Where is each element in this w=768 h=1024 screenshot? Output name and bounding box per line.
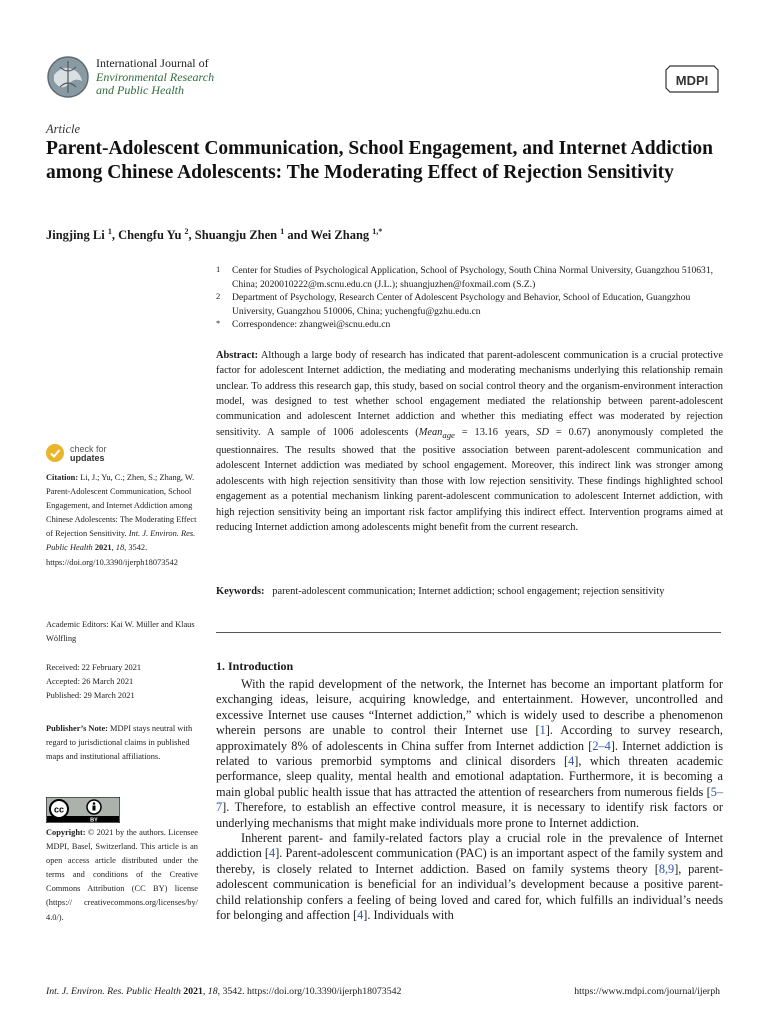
journal-name-line1: International Journal of xyxy=(96,56,209,70)
reference-link[interactable]: 2–4 xyxy=(592,738,611,753)
academic-editors: Academic Editors: Kai W. Müller and Klaus Wölfling xyxy=(46,620,195,644)
citation-volume: , 18 xyxy=(111,543,125,553)
reference-link[interactable]: 8,9 xyxy=(658,861,675,876)
mdpi-logo-text: MDPI xyxy=(675,73,709,88)
affiliations xyxy=(216,264,726,332)
published-date: Published: 29 March 2021 xyxy=(46,691,135,701)
publisher-note-label: Publisher’s Note: xyxy=(46,724,108,733)
sd-label: SD xyxy=(536,426,549,438)
abstract xyxy=(216,348,723,535)
author-name[interactable]: Chengfu Yu xyxy=(118,228,182,243)
citation-doi[interactable]: , 3542. https://doi.org/10.3390/ijerph18073542 xyxy=(46,543,178,567)
affiliation-text: Department of Psychology, Research Center of Adolescent Psychology and Behavior, School of Education, Guangzhou University, Guangzhou 510006, China; yuchengfu@gzhu.edu.cn xyxy=(232,292,691,317)
article-title: Parent-Adolescent Communication, School Engagement, and Internet Addiction among Chinese Adolescents: The Moderating Effect of Rejection Sensitivity xyxy=(46,138,713,183)
cc-by-label: BY xyxy=(90,817,98,823)
author-name[interactable]: Shuangju Zhen xyxy=(194,228,278,243)
check-for-updates-button[interactable] xyxy=(46,444,126,464)
affiliation-mark: 2 xyxy=(216,291,221,302)
copyright-label: Copyright: xyxy=(46,828,86,837)
journal-name xyxy=(96,57,214,98)
affiliation-mark: * xyxy=(216,318,221,329)
author-affil-mark: 1 xyxy=(280,227,285,236)
section-heading-introduction: 1. Introduction xyxy=(216,659,294,673)
author-name[interactable]: Wei Zhang xyxy=(310,228,370,243)
journal-name-line3: and Public Health xyxy=(96,83,184,97)
reference-link[interactable]: 5–7 xyxy=(216,784,723,815)
cc-by-license-icon[interactable] xyxy=(46,797,120,823)
abstract-text-2: = 13.16 years, xyxy=(454,426,537,438)
abstract-label: Abstract: xyxy=(216,350,259,361)
intro-paragraph-2: Inherent parent- and family-related factors play a crucial role in the prevalence of Internet addiction [4]. Parent-adolescent communication (PAC) is an important aspect of the family system and thereby, is closely related to Internet addiction. Based on family systems theory [8,9], parent-adolescent communication is beneficial for an individual’s development because a positive parent-child relationship confers a feeling of being loved and cared for, which fulfills an individual’s needs for belonging and affection [4]. Individuals with xyxy=(216,831,723,923)
section-divider xyxy=(216,632,721,633)
journal-logo-icon xyxy=(46,55,90,99)
footer-doi[interactable]: , 3542. https://doi.org/10.3390/ijerph18073542 xyxy=(217,986,402,997)
affiliation-item xyxy=(216,291,726,318)
mean-label: Mean xyxy=(418,426,443,438)
svg-text:cc: cc xyxy=(53,804,65,815)
page-footer xyxy=(46,986,720,997)
check-for-text: check for xyxy=(70,444,107,454)
journal-name-line2: Environmental Research xyxy=(96,69,215,84)
abstract-text-3: = 0.67) anonymously completed the questionnaires. The results showed that the positive association between parent-adolescent communication and adolescent Internet addiction was mediated by school engagement. Moreover, this indirect link was stronger among adolescents with high rejection sensitivity than those with low rejection sensitivity. These findings highlighted school engagement as a potential mechanism linking parent-adolescent communication to adolescent Internet addiction, with high rejection sensitivity being an important risk factor amplifying this indirect effect. Intervention programs aimed at reducing Internet addiction among adolescents might benefit from the current research. xyxy=(216,426,723,533)
correspondence xyxy=(216,318,726,332)
updates-text: updates xyxy=(70,453,105,463)
reference-link[interactable]: 4 xyxy=(269,846,276,861)
author-list: Jingjing Li $^1$, Chengfu Yu $^2$, Shuangju Zhen $^1$ and Wei Zhang $^{1,*}$ xyxy=(46,227,383,243)
citation-block xyxy=(46,471,198,570)
reference-link[interactable]: 1 xyxy=(539,723,546,738)
author-name[interactable]: Jingjing Li xyxy=(46,228,105,243)
copyright-block xyxy=(46,826,198,925)
check-updates-icon xyxy=(46,444,64,462)
footer-journal-url[interactable]: https://www.mdpi.com/journal/ijerph xyxy=(574,986,720,997)
keywords xyxy=(216,584,723,599)
footer-citation: Int. J. Environ. Res. Public Health 2021, 18, 3542. https://doi.org/10.3390/ijerph18073542 xyxy=(46,986,402,997)
citation-text: Li, J.; Yu, C.; Zhen, S.; Zhang, W. Parent-Adolescent Communication, School Engagement, and Internet Addiction among Chinese Adolescents: The Moderating Effect of Rejection Sensitivity. xyxy=(46,473,197,539)
reference-link[interactable]: 4 xyxy=(357,908,364,923)
keywords-text: parent-adolescent communication; Internet addiction; school engagement; rejection sensitivity xyxy=(272,586,665,597)
affiliation-text: Center for Studies of Psychological Application, School of Psychology, South China Normal University, Guangzhou 510631, China; 2020010222@m.scnu.edu.cn (J.L.); shuangjuzhen@foxmail.com (S.Z.) xyxy=(232,265,714,290)
citation-year: 2021 xyxy=(92,543,112,553)
article-type: Article xyxy=(46,122,81,136)
accepted-date: Accepted: 26 March 2021 xyxy=(46,677,134,687)
affiliation-mark: 1 xyxy=(216,264,221,274)
author-affil-mark: 1,* xyxy=(372,227,383,236)
correspondence-text[interactable]: Correspondence: zhangwei@scnu.edu.cn xyxy=(232,319,391,331)
citation-label: Citation: xyxy=(46,473,79,482)
introduction-body xyxy=(216,677,723,924)
author-affil-mark: 2 xyxy=(184,227,189,236)
copyright-text: © 2021 by the authors. Licensee MDPI, Basel, Switzerland. This article is an open access article distributed under the terms and conditions of the Creative Commons Attribution (CC BY) license (https:// creativecommons.org/licenses/by/ 4.0/). xyxy=(46,828,198,922)
abstract-text-1: Although a large body of research has indicated that parent-adolescent communication is a crucial protective factor for adolescent Internet addiction, the mediating and moderating mechanisms underlying this relationship remain unclear. To address this research gap, this study, based on social control theory and the organism-environment interaction model, was designed to test whether school engagement mediated the relationship between parent-adolescent communication and adolescent Internet addiction and whether this mediating effect was moderated by rejection sensitivity. A sample of 1006 adolescents ( xyxy=(216,350,723,438)
keywords-label: Keywords: xyxy=(216,586,265,597)
received-date: Received: 22 February 2021 xyxy=(46,663,142,672)
affiliation-item xyxy=(216,264,726,291)
author-affil-mark: 1 xyxy=(107,227,112,236)
publication-dates xyxy=(46,661,198,703)
mean-subscript: age xyxy=(442,429,455,440)
intro-paragraph-1: With the rapid development of the network, the Internet has become an important platform for exchanging ideas, leisure, acquiring knowledge, and entertainment. However, uncontrolled and excessive Internet use causes “Internet addiction,” which is widely used to describe a phenomenon wherein persons are unable to control their Internet use [1]. According to survey research, approximately 8% of adolescents in China suffer from Internet addiction [2–4]. Internet addiction is related to various premorbid symptoms and clinical disorders [4], which threaten academic performance, sleep quality, mental health and emotional adaptation. Furthermore, it is becoming a main global public health issue that has attracted the attention of researchers from numerous fields [5–7]. Therefore, to establish an effective control measure, it is necessary to identify risk factors or underlying mechanisms that might make individuals more prone to Internet addiction. xyxy=(216,677,723,830)
publisher-note-text: MDPI stays neutral with regard to jurisdictional claims in published maps and institutional affiliations. xyxy=(46,724,193,762)
citation-journal: Int. J. Environ. Res. Public Health xyxy=(46,529,196,553)
mdpi-logo[interactable] xyxy=(664,62,720,96)
reference-link[interactable]: 4 xyxy=(568,754,575,769)
publisher-note xyxy=(46,722,198,764)
